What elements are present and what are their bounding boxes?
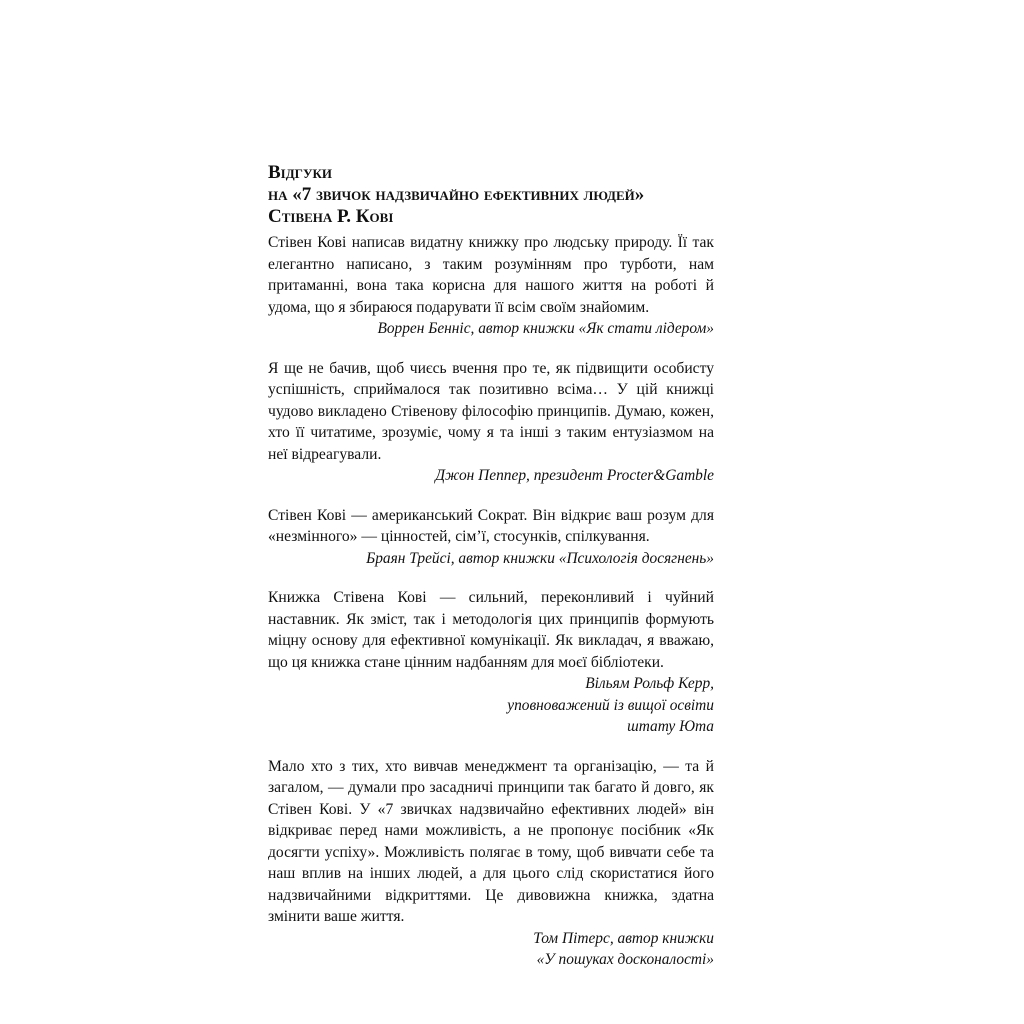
- review-5: [268, 756, 714, 971]
- attribution-line: уповноважений із вищої освіти: [507, 696, 714, 714]
- page-heading: [268, 162, 714, 228]
- review-4: [268, 587, 714, 738]
- review-attribution: [268, 548, 714, 570]
- review-attribution: [268, 928, 714, 971]
- review-text: Стівен Кові — американський Сократ. Він відкриє ваш розум для «незмінного» — цінностей, сім’ї, стосунків, спілкування.: [268, 506, 714, 545]
- review-text: Я ще не бачив, щоб чиєсь вчення про те, як підвищити особисту успішність, сприймалося так позитивно всіма… У цій книжці чудово викладено Стівенову філософію принципів. Думаю, кожен, хто її читатиме, зрозуміє, чому я та інші з таким ентузіазмом на неї відреагували.: [268, 359, 714, 463]
- review-attribution: [268, 318, 714, 340]
- book-page: [268, 162, 714, 971]
- heading-line-3: Стівена Р. Кові: [268, 206, 394, 227]
- attribution-line: Вільям Рольф Керр,: [585, 675, 714, 692]
- review-1: [268, 232, 714, 340]
- attribution-line: штату Юта: [627, 718, 714, 735]
- review-attribution: [268, 465, 714, 487]
- heading-line-1: Відгуки: [268, 162, 333, 183]
- review-text: Мало хто з тих, хто вивчав менеджмент та організацію, — та й загалом, — думали про засадничі принципи так багато й довго, як Стівен Кові. У «7 звичках надзвичайно ефективних людей» він відкриває перед нами можливість, а не пропонує посібник «Як досягти успіху». Можливість полягає в тому, щоб вивчати себе та наш вплив на інших людей, а для цього слід скористатися його надзвичайними відкриттями. Це дивовижна книжка, здатна змінити ваше життя.: [268, 757, 714, 925]
- attribution-line: «У пошуках досконалості»: [536, 951, 714, 968]
- review-2: [268, 358, 714, 487]
- review-text: Книжка Стівена Кові — сильний, переконливий і чуйний наставник. Як зміст, так і методологія цих принципів формують міцну основу для ефективної комунікації. Як викладач, я вважаю, що ця книжка стане цінним надбанням для моєї бібліотеки.: [268, 589, 714, 671]
- heading-line-2: на «7 звичок надзвичайно ефективних людей»: [268, 184, 645, 205]
- review-attribution: [268, 673, 714, 738]
- attribution-line: Воррен Бенніс, автор книжки «Як стати лідером»: [377, 320, 714, 337]
- review-text: Стівен Кові написав видатну книжку про людську природу. Її так елегантно написано, з таким розумінням про турботи, нам притаманні, вона така корисна для нашого життя на роботі й удома, що я збираюся подарувати її всім своїм знайомим.: [268, 234, 714, 316]
- review-3: [268, 505, 714, 570]
- attribution-line: Джон Пеппер, президент Procter&Gamble: [435, 467, 714, 484]
- attribution-line: Браян Трейсі, автор книжки «Психологія досягнень»: [366, 549, 714, 567]
- attribution-line: Том Пітерс, автор книжки: [533, 929, 714, 947]
